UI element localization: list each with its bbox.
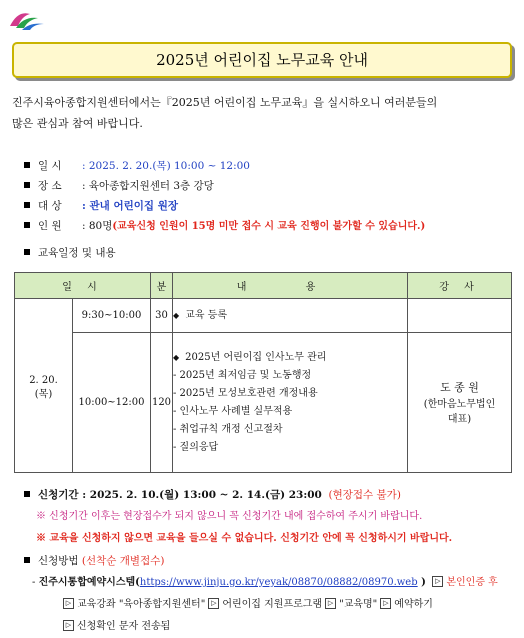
info-place: [24, 176, 514, 196]
info-value: : 관내 어린이집 원장: [82, 200, 178, 212]
minutes-cell: 30: [151, 299, 173, 333]
intro-line-1: 진주시육아종합지원센터에서는『2025년 어린이집 노무교육』을 실시하오니 여러분들의: [12, 96, 438, 109]
table-header-row: [15, 273, 512, 299]
square-bullet-icon: [24, 249, 30, 255]
apply-period: [24, 484, 524, 506]
notice-1: ※ 신청기간 이후는 현장접수가 되지 않으니 꼭 신청기간 내에 접수하여 주시기 바랍니다.: [36, 511, 423, 522]
time-cell: 10:00~12:00: [73, 333, 151, 473]
arrow-right-icon: ▷: [63, 620, 74, 631]
square-bullet-icon: [24, 162, 30, 168]
jinju-logo: [8, 6, 48, 32]
method-steps-2: [24, 594, 524, 616]
header-content: 내 용: [173, 273, 408, 299]
system-suffix: ): [417, 577, 430, 588]
method-steps-1: - 진주시통합예약시스템(https://www.jinju.go.kr/yeyak/08870/08882/08970.web ) ▷ 본인인증 후: [32, 577, 498, 588]
square-bullet-icon: [24, 182, 30, 188]
step-course: 교육강좌 "육아종합지원센터": [77, 599, 206, 610]
arrow-right-icon: ▷: [63, 598, 74, 609]
header-instructor: 강 사: [408, 273, 512, 299]
info-label: 일 시: [38, 160, 62, 172]
page-title: 2025년 어린이집 노무교육 안내: [12, 42, 512, 78]
info-list: [24, 156, 514, 236]
content-cell: [173, 299, 408, 333]
apply-period-text: 신청기간 : 2025. 2. 10.(월) 13:00 ~ 2. 14.(금) 23:00: [38, 489, 322, 501]
minutes-cell: 120: [151, 333, 173, 473]
content-item: 2025년 어린이집 인사노무 관리: [185, 351, 327, 363]
info-label: 대 상: [38, 200, 62, 212]
square-bullet-icon: [24, 202, 30, 208]
info-value: : 육아종합지원센터 3층 강당: [82, 180, 214, 192]
content-item: - 2025년 모성보호관련 개정내용: [173, 387, 318, 399]
square-bullet-icon: [24, 557, 30, 563]
apply-method-label: 신청방법: [38, 555, 79, 567]
schedule-table: [14, 272, 512, 473]
date-cell: [15, 299, 73, 473]
arrow-right-icon: ▷: [380, 598, 391, 609]
square-bullet-icon: [24, 222, 30, 228]
square-bullet-icon: [24, 491, 30, 497]
notice-2: ※ 교육을 신청하지 않으면 교육을 들으실 수 없습니다. 신청기간 안에 꼭 신청하시기 바랍니다.: [36, 533, 453, 544]
step-auth: 본인인증 후: [446, 577, 498, 588]
instructor-name: 도 종 원: [440, 380, 479, 394]
content-item: - 취업규칙 개정 신고절차: [173, 423, 283, 435]
schedule-heading-text: 교육일정 및 내용: [38, 247, 116, 259]
intro-text: [12, 92, 514, 134]
capacity-warning: (교육신청 인원이 15명 미만 접수 시 교육 진행이 불가할 수 있습니다.): [112, 221, 426, 232]
info-target: [24, 196, 514, 216]
date-day: (목): [34, 388, 53, 400]
apply-method: [24, 550, 524, 572]
date-text: 2. 20.: [29, 374, 58, 386]
content-item: - 인사노무 사례별 실무적용: [173, 405, 293, 417]
application-info: [24, 484, 524, 638]
content-item: - 질의응답: [173, 441, 219, 453]
step-confirm: 신청확인 문자 전송됨: [77, 621, 171, 632]
info-capacity: [24, 216, 514, 236]
apply-period-note: (현장접수 불가): [328, 489, 401, 501]
content-item: - 2025년 최저임금 및 노동행정: [173, 369, 312, 381]
header-minutes: 분: [151, 273, 173, 299]
reservation-link[interactable]: https://www.jinju.go.kr/yeyak/08870/08882/08970.web: [139, 577, 418, 588]
diamond-bullet-icon: ◆: [173, 352, 180, 362]
info-label: 장 소: [38, 180, 62, 192]
step-reserve: 예약하기: [394, 599, 433, 610]
info-date: [24, 156, 514, 176]
content-item: 교육 등록: [185, 309, 227, 321]
header-datetime: 일 시: [15, 273, 151, 299]
arrow-right-icon: ▷: [432, 576, 443, 587]
instructor-cell: [408, 333, 512, 473]
info-value: : 2025. 2. 20.(목) 10:00 ~ 12:00: [82, 160, 250, 172]
step-program: 어린이집 지원프로그램: [222, 599, 323, 610]
schedule-heading: [24, 243, 116, 263]
apply-method-note: (선착순 개별접수): [81, 555, 165, 567]
content-cell: [173, 333, 408, 473]
arrow-right-icon: ▷: [208, 598, 219, 609]
table-row: [15, 299, 512, 333]
method-steps-3: [24, 616, 524, 638]
instructor-empty-cell: [408, 299, 512, 333]
time-cell: 9:30~10:00: [73, 299, 151, 333]
table-row: [15, 333, 512, 473]
diamond-bullet-icon: ◆: [173, 310, 180, 320]
intro-line-2: 많은 관심과 참여 바랍니다.: [12, 117, 143, 130]
instructor-title: 대표): [447, 413, 472, 425]
info-label: 인 원: [38, 220, 62, 232]
info-value: : 80명: [82, 220, 113, 232]
arrow-right-icon: ▷: [325, 598, 336, 609]
step-course-name: "교육명": [339, 599, 378, 610]
system-name: 진주시통합예약시스템(: [38, 577, 140, 588]
instructor-org: (한마음노무법인: [423, 398, 496, 410]
